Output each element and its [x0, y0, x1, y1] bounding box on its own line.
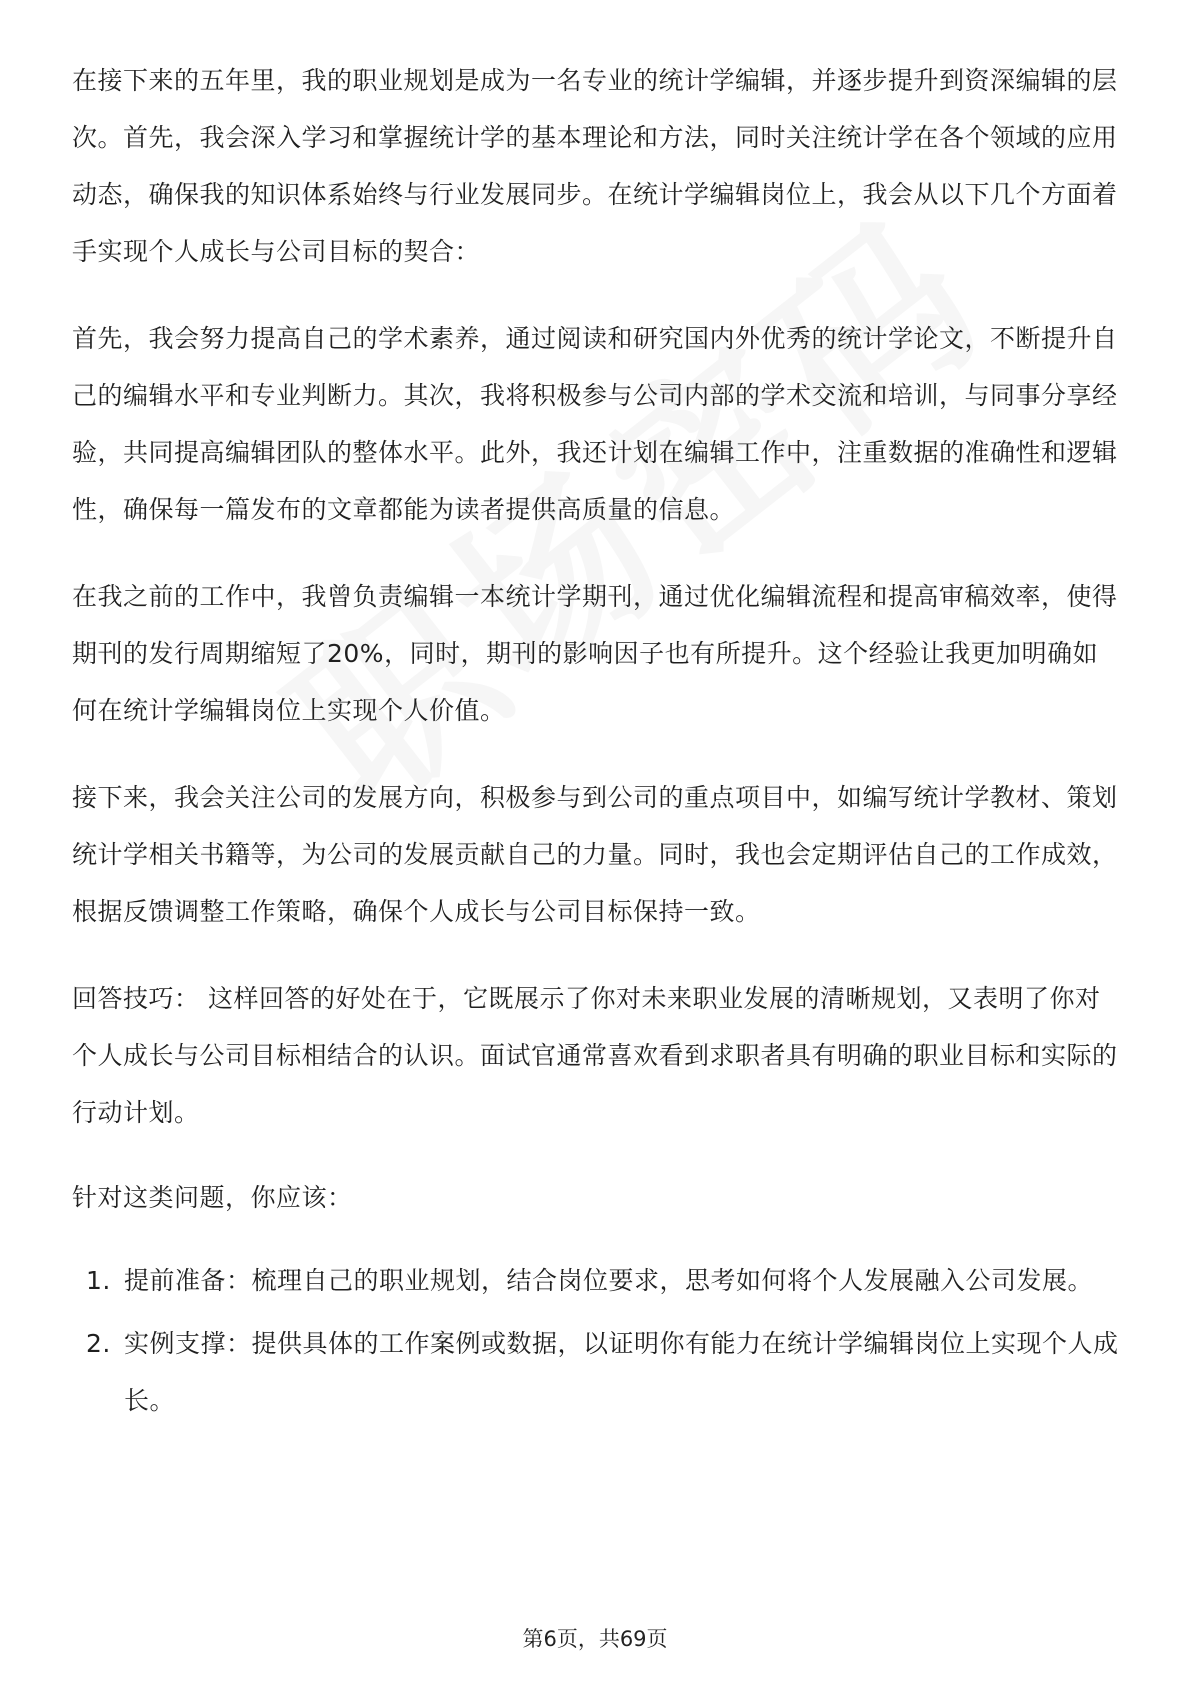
- document-body: [72, 52, 1122, 1435]
- list-item: [72, 1252, 1122, 1309]
- list-item: [72, 1315, 1122, 1429]
- list-item-text: 提前准备：梳理自己的职业规划，结合岗位要求，思考如何将个人发展融入公司发展。: [124, 1266, 1094, 1295]
- paragraph-next-steps: 接下来，我会关注公司的发展方向，积极参与到公司的重点项目中，如编写统计学教材、策划统计学相关书籍等，为公司的发展贡献自己的力量。同时，我也会定期评估自己的工作成效，根据反馈调整工作策略，确保个人成长与公司目标保持一致。: [72, 783, 1118, 926]
- list-item-number: 1.: [86, 1266, 111, 1295]
- list-item-text: 实例支撑：提供具体的工作案例或数据，以证明你有能力在统计学编辑岗位上实现个人成长。: [124, 1329, 1119, 1415]
- paragraph-growth-steps: 首先，我会努力提高自己的学术素养，通过阅读和研究国内外优秀的统计学论文，不断提升自己的编辑水平和专业判断力。其次，我将积极参与公司内部的学术交流和培训，与同事分享经验，共同提高编辑团队的整体水平。此外，我还计划在编辑工作中，注重数据的准确性和逻辑性，确保每一篇发布的文章都能为读者提供高质量的信息。: [72, 324, 1118, 524]
- advice-list: [72, 1252, 1122, 1429]
- page-footer: 第6页，共69页: [522, 1627, 668, 1651]
- paragraph-answer-tips: 回答技巧： 这样回答的好处在于，它既展示了你对未来职业发展的清晰规划，又表明了你对个人成长与公司目标相结合的认识。面试官通常喜欢看到求职者具有明确的职业目标和实际的行动计划。: [72, 984, 1118, 1127]
- list-item-number: 2.: [86, 1329, 111, 1358]
- paragraph-career-plan: 在接下来的五年里，我的职业规划是成为一名专业的统计学编辑，并逐步提升到资深编辑的层次。首先，我会深入学习和掌握统计学的基本理论和方法，同时关注统计学在各个领域的应用动态，确保我的知识体系始终与行业发展同步。在统计学编辑岗位上，我会从以下几个方面着手实现个人成长与公司目标的契合：: [72, 66, 1118, 266]
- paragraph-advice-lead: 针对这类问题，你应该：: [72, 1183, 353, 1212]
- paragraph-past-experience: 在我之前的工作中，我曾负责编辑一本统计学期刊，通过优化编辑流程和提高审稿效率，使得期刊的发行周期缩短了20%，同时，期刊的影响因子也有所提升。这个经验让我更加明确如何在统计学编辑岗位上实现个人价值。: [72, 582, 1118, 725]
